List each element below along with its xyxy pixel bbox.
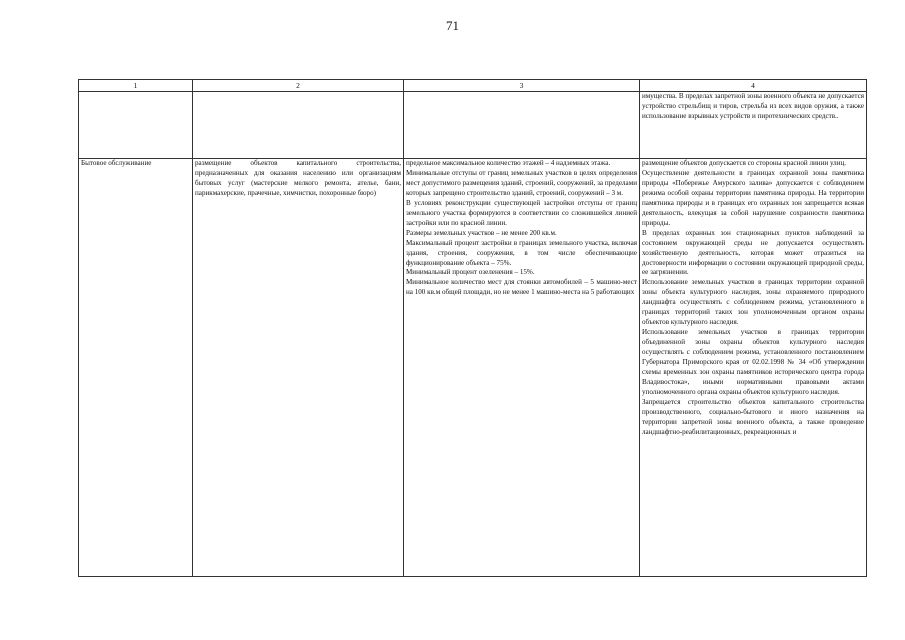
cell-paragraph: Максимальный процент застройки в границах земельного участка, включая здания, строения, сооружения, в том числе обеспечивающие функционирование объекта – 75%. <box>406 238 637 267</box>
page-number: 71 <box>446 18 459 33</box>
cell-paragraph: Запрещается строительство объектов капитального строительства производственного, социально-бытового и иного назначения на территории запретной зоны военного объекта, а также проведение ландшафтно-реабилитационных, рекреационных и <box>642 397 864 436</box>
cell-paragraph: Осуществление деятельности в границах охранной зоны памятника природы «Побережье Амурского залива» допускается с соблюдением режима особой охраны территории памятника природы. На территории памятника природы и в границах его охранных зон запрещается всякая деятельность, влекущая за собой нарушение сохранности памятника природы. <box>642 168 864 227</box>
table-header-row <box>79 80 867 92</box>
parameters-cell <box>404 159 640 577</box>
column-header: 2 <box>193 80 404 92</box>
cell-paragraph: Минимальный процент озеленения – 15%. <box>406 268 535 277</box>
table-cell <box>193 92 404 159</box>
use-description-cell <box>193 159 404 577</box>
table-cell <box>640 92 867 159</box>
restrictions-cell <box>640 159 867 577</box>
use-type-cell: Бытовое обслуживание <box>79 159 193 577</box>
cell-paragraph: Использование земельных участков в границах территории охранной зоны объекта культурного наследия, зоны охраняемого природного ландшафта осуществлять с соблюдением режима, установленного в границах территорий таких зон уполномоченным органом охраны объектов культурного наследия. <box>642 278 864 327</box>
table-row <box>79 92 867 159</box>
table-cell <box>404 92 640 159</box>
column-header: 3 <box>404 80 640 92</box>
cell-paragraph: предельное максимальное количество этажей – 4 надземных этажа. <box>406 159 611 167</box>
table-row <box>79 159 867 577</box>
cell-paragraph: Минимальное количество мест для стоянки автомобилей – 5 машино-мест на 100 кв.м общей площади, но не менее 1 машино-места на 5 работающих <box>406 278 637 297</box>
column-header: 4 <box>640 80 867 92</box>
regulations-table <box>78 79 867 577</box>
column-header: 1 <box>79 80 193 92</box>
cell-paragraph: размещение объектов допускается со стороны красной линии улиц. <box>642 159 847 167</box>
cell-paragraph: имущества. В пределах запретной зоны военного объекта не допускается устройство стрельбищ и тиров, стрельба из всех видов оружия, а также использование взрывных устройств и пиротехнических средств.. <box>642 92 864 120</box>
cell-paragraph: размещение объектов капитального строительства, предназначенных для оказания населению или организациям бытовых услуг (мастерские мелкого ремонта, ателье, бани, парикмахерские, прачечные, химчистки, похоронные бюро) <box>195 159 401 197</box>
table-cell <box>79 92 193 159</box>
cell-paragraph: Минимальные отступы от границ земельных участков в целях определения мест допустимого размещения зданий, строений, сооружений, за пределами которых запрещено строительство зданий, строений, сооружений – 3 м. <box>406 168 637 197</box>
cell-paragraph: Размеры земельных участков – не менее 200 кв.м. <box>406 228 557 237</box>
cell-paragraph: В условиях реконструкции существующей застройки отступы от границ земельного участка формируются в соответствии со сложившейся линией застройки или по красной линии. <box>406 198 637 227</box>
cell-paragraph: Использование земельных участков в границах территории объединенной зоны охраны объектов культурного наследия осуществлять с соблюдением режима, установленного постановлением Губернатора Приморского края от 02.02.1998 № 34 «Об утверждении схемы временных зон охраны памятников исторического центра города Владивостока», иными нормативными правовыми актами уполномоченного органа охраны объектов культурного наследия. <box>642 328 864 396</box>
cell-paragraph: В пределах охранных зон стационарных пунктов наблюдений за состоянием окружающей среды не допускается осуществлять хозяйственную деятельность, которая может отразиться на достоверности информации о состоянии окружающей природной среды, ее загрязнении. <box>642 228 864 277</box>
